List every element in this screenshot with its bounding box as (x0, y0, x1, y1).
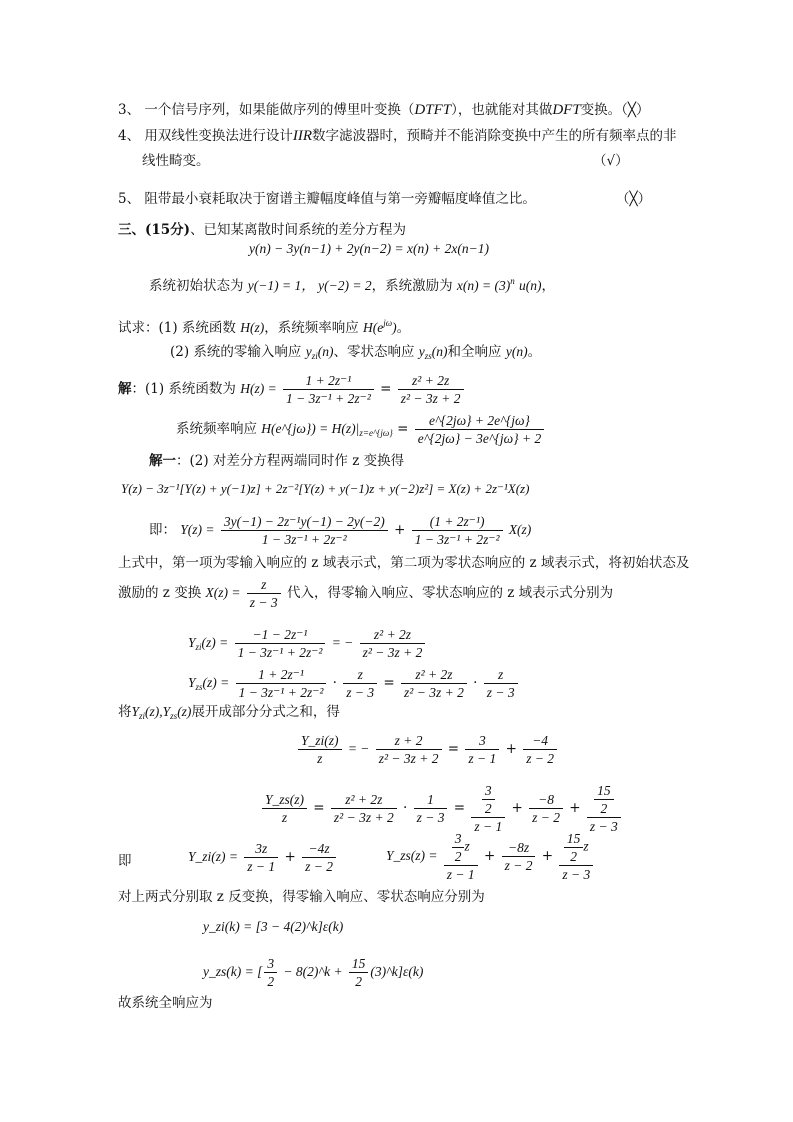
z-transform-equation: Y(z) − 3z⁻¹[Y(z) + y(−1)z] + 2z⁻²[Y(z) + y(−1)z + y(−2)z²] = X(z) + 2z⁻¹X(z) (121, 481, 530, 496)
fraction: $\frac{-8z}{z - 2}$ (502, 839, 536, 874)
item-4-cont: 线性畸变。 (142, 153, 210, 169)
partial-fraction-yzs: $\frac{Y\_zs(z)}{z}$ = $\frac{\text{z² + 2z}}{\text{z² − 3z + 2}}$ · $\frac{1}{z - 3}$ = $\frac{\frac{3}{2}}{z - 1}$ + $\frac{-8}{z - 2}$ + $\frac{\frac{15}{2}}{z - 3}$ (260, 782, 623, 835)
explanation-line-2: 激励的 z 变换 X(z) = $\frac{z}{z - 3}$ 代入，得零输入响应、零状态响应的 z 域表示式分别为 (118, 577, 614, 610)
result-yzs: Y_zs(z) = $\frac{3}{2}$ z z − 1 + $\frac{-8z}{z - 2}$ + $\frac{15}{2}$ z z − 3 (386, 830, 595, 883)
fraction: $\frac{\text{1 + 2z⁻¹}}{\text{1 − 3z⁻¹ + 2z⁻²}}$ (236, 666, 327, 701)
fraction: $\frac{15}{2}$ (349, 955, 369, 990)
fraction: $\frac{z}{z - 3}$ (343, 666, 377, 701)
fraction: $\frac{\text{1 + 2z⁻¹}}{\text{1 − 3z⁻¹ + 2z⁻²}}$ (283, 372, 374, 407)
yz-expression: 即： Y(z) = $\frac{\text{3y(−1) − 2z⁻¹y(−1) − 2y(−2)}}{\text{1 − 3z⁻¹ + 2z⁻²}}$ + $\frac{\text{(1 + 2z⁻¹)}}{\text{1 − 3z⁻¹ + 2z⁻²}}$ X(z) (149, 514, 532, 547)
yzs-time-domain: y_zs(k) = [ $\frac{3}{2}$ − 8(2)^k + $\frac{15}{2}$ (3)^k]ε(k) (203, 956, 424, 989)
partial-fraction-intro: 将$Y_{zi}(z),Y_{zs}(z)$展开成部分分式之和，得 (118, 704, 340, 721)
cross-mark: （╳） (621, 102, 650, 118)
fraction: $\frac{3z}{z - 1}$ (244, 840, 278, 875)
item-4: 4、 用双线性变换法进行设计IIR数字滤波器时，预畸并不能消除变换中产生的所有频率点的非 (118, 128, 677, 144)
cross-mark: （╳） (616, 191, 652, 207)
fraction: $\frac{-8}{z - 2}$ (529, 791, 563, 826)
result-yzi: Y_zi(z) = $\frac{3z}{z - 1}$ + $\frac{-4z}{z - 2}$ (188, 840, 338, 875)
solution-system-function: 解：(1) 系统函数为 H(z) = $\frac{\text{1 + 2z⁻¹}}{\text{1 − 3z⁻¹ + 2z⁻²}}$ = $\frac{\text{z² + 2z}}{\text{z² − 3z + 2}}$ (118, 372, 466, 407)
fraction: $\frac{15}{2}$ z z − 3 (559, 830, 593, 883)
fraction: $\frac{\text{z² + 2z}}{\text{z² − 3z + 2}}$ (360, 626, 426, 661)
check-mark: （√） (593, 153, 629, 169)
fraction: $\frac{-4}{z - 2}$ (523, 732, 557, 767)
inverse-transform-text: 对上两式分别取 z 反变换，得零输入响应、零状态响应分别为 (118, 889, 485, 905)
item-5: 5、 阻带最小衰耗取决于窗谱主瓣幅度峰值与第一旁瓣幅度峰值之比。 (118, 191, 536, 207)
fraction: $\frac{Y\_zs(z)}{z}$ (262, 791, 307, 826)
section-3-heading: 三、(15分)、已知某离散时间系统的差分方程为 (118, 222, 407, 238)
difference-equation: y(n) − 3y(n−1) + 2y(n−2) = x(n) + 2x(n−1) (249, 241, 489, 256)
fraction: $\frac{\text{−1 − 2z⁻¹}}{\text{1 − 3z⁻¹ + 2z⁻²}}$ (235, 626, 326, 661)
fraction: $\frac{\frac{15}{2}}{z - 3}$ (587, 782, 621, 835)
item-3: 3、 一个信号序列，如果能做序列的傅里叶变换（DTFT），也就能对其做DFT变换。（╳） (118, 102, 650, 118)
fraction: $\frac{1}{z - 3}$ (414, 791, 448, 826)
fraction: $\frac{\text{3y(−1) − 2z⁻¹y(−1) − 2y(−2)}}{\text{1 − 3z⁻¹ + 2z⁻²}}$ (221, 513, 388, 548)
partial-fraction-yzi: $\frac{Y\_zi(z)}{z}$ = − $\frac{z + 2}{\text{z² − 3z + 2}}$ = $\frac{3}{z - 1}$ + $\frac{-4}{z - 2}$ (296, 732, 559, 767)
fraction: $\frac{3}{2}$ z z − 1 (444, 830, 478, 883)
yzi-time-domain: y_zi(k) = [3 − 4(2)^k]ε(k) (203, 919, 344, 934)
question-2: (2) 系统的零输入响应 $y_{zi}(n)$、零状态响应 $y_{zs}(n)$和全响应 y(n)。 (170, 344, 542, 361)
fraction: $\frac{\text{z² + 2z}}{\text{z² − 3z + 2}}$ (398, 372, 464, 407)
fraction: $\frac{3}{z - 1}$ (465, 732, 499, 767)
fraction: $\frac{z + 2}{\text{z² − 3z + 2}}$ (376, 732, 442, 767)
fraction: $\frac{Y\_zi(z)}{z}$ (298, 732, 342, 767)
question-1: 试求：(1) 系统函数 H(z)，系统频率响应 $H(e^{j\omega})$。 (118, 318, 411, 336)
explanation-line-1: 上式中，第一项为零输入响应的 z 域表示式，第二项为零状态响应的 z 域表示式，将初始状态及 (118, 555, 690, 571)
fraction: $\frac{\text{z² + 2z}}{\text{z² − 3z + 2}}$ (331, 791, 397, 826)
fraction: $\frac{e\^{}\{2j\omega\} + 2e\^{}\{j\omega\}}{e\^{}\{2j\omega\} - 3e\^{}\{j\omega\} + 2}$ (415, 412, 545, 447)
initial-conditions: 系统初始状态为 y(−1) = 1， y(−2) = 2，系统激励为 $x(n) = (3)^n$ u(n)， (149, 276, 556, 294)
yzi-expression: $Y_{zi}(z)$ = $\frac{\text{−1 − 2z⁻¹}}{\text{1 − 3z⁻¹ + 2z⁻²}}$ = − $\frac{\text{z² + 2z}}{\text{z² − 3z + 2}}$ (188, 626, 427, 661)
fraction: $\frac{z}{z - 3}$ (484, 666, 518, 701)
yzs-expression: $Y_{zs}(z)$ = $\frac{\text{1 + 2z⁻¹}}{\text{1 − 3z⁻¹ + 2z⁻²}}$ · $\frac{z}{z - 3}$ = $\frac{\text{z² + 2z}}{\text{z² − 3z + 2}}$ · $\frac{z}{z - 3}$ (188, 666, 520, 701)
fraction: $\frac{3}{2}$ (264, 955, 277, 990)
fraction: $\frac{\text{(1 + 2z⁻¹)}}{\text{1 − 3z⁻¹ + 2z⁻²}}$ (412, 513, 503, 548)
solution-frequency-response: 系统频率响应 H(e^{jω}) = $H(z)|_{z=e\^{}\{j\omega\}}$ = $\frac{e\^{}\{2j\omega\} + 2e\^{}\{j\omega\}}{e\^{}\{2j\omega\} - 3e\^{}\{j\omega\} + 2}$ (176, 412, 546, 447)
solution-method-1: 解一：(2) 对差分方程两端同时作 z 变换得 (149, 453, 405, 469)
label-ji: 即 (118, 853, 132, 869)
fraction: $\frac{-4z}{z - 2}$ (302, 840, 336, 875)
total-response-text: 故系统全响应为 (118, 995, 213, 1011)
fraction: $\frac{z}{z - 3}$ (247, 576, 281, 611)
fraction: $\frac{\text{z² + 2z}}{\text{z² − 3z + 2}}$ (401, 666, 467, 701)
fraction: $\frac{\frac{3}{2}}{z - 1}$ (471, 782, 505, 835)
